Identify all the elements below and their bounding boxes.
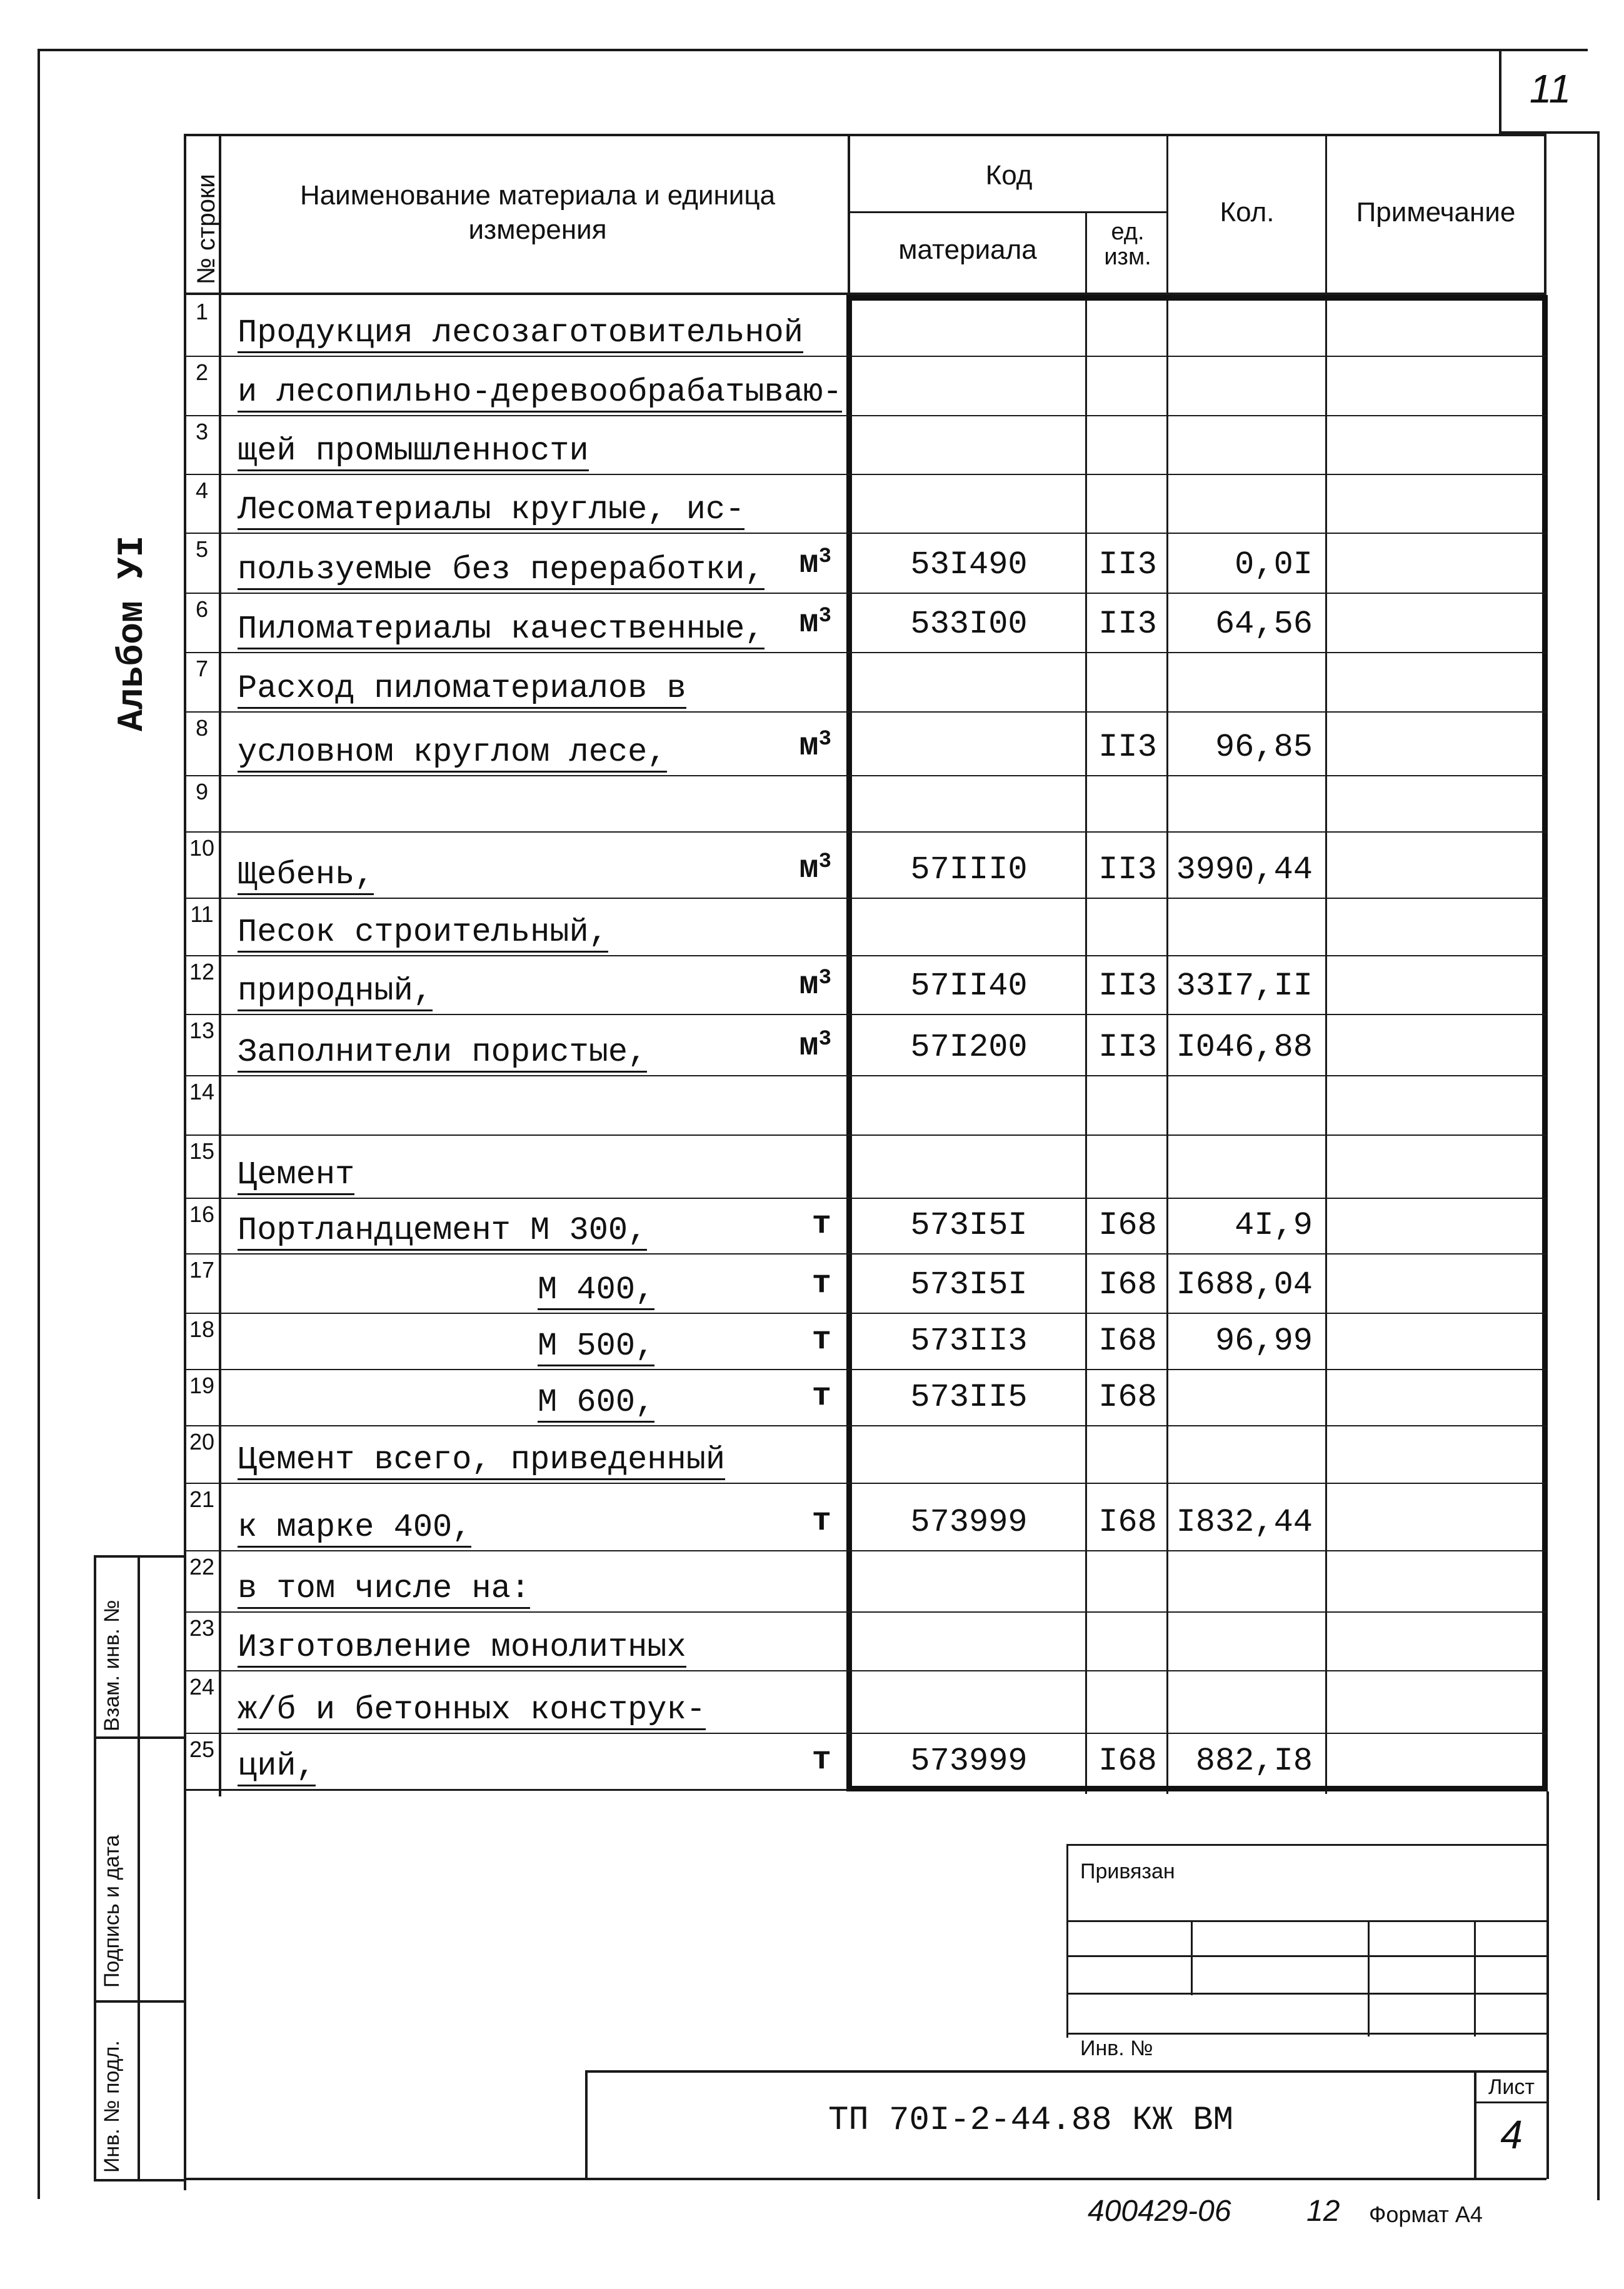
row-unit-symbol: м xyxy=(799,966,819,1003)
row-name-text: условном круглом лесе, xyxy=(238,734,667,773)
row-name xyxy=(238,1629,825,1666)
row-unit-symbol: м xyxy=(799,545,819,582)
row-unit xyxy=(799,545,831,582)
row-name-text: пользуемые без переработки, xyxy=(238,551,764,590)
table-right xyxy=(1544,134,1546,295)
row-unit xyxy=(799,850,831,887)
row-name-text: Пиломатериалы качественные, xyxy=(238,611,764,649)
row-number: 7 xyxy=(195,656,209,681)
page-number-box-left xyxy=(1499,51,1501,133)
row-number: 14 xyxy=(189,1079,215,1104)
row-code: 57I200 xyxy=(910,1029,1028,1066)
album-label: Альбом УI xyxy=(113,535,153,731)
doc-code: ТП 70I-2-44.88 КЖ ВМ xyxy=(828,2101,1234,2140)
table-row xyxy=(0,711,1624,775)
header-name: Наименование материала и единица измерения xyxy=(299,180,776,245)
row-unit xyxy=(799,1028,831,1064)
row-name xyxy=(538,1321,831,1365)
unit-exponent: 3 xyxy=(818,850,831,874)
row-name-text: М 600, xyxy=(538,1384,654,1423)
frame-top xyxy=(38,49,1588,51)
row-number: 6 xyxy=(195,596,209,622)
row-number: 2 xyxy=(195,359,209,385)
table-row xyxy=(0,1253,1624,1313)
row-name-text: Изготовление монолитных xyxy=(238,1629,686,1668)
row-unit xyxy=(812,1503,831,1540)
row-number: 19 xyxy=(189,1373,215,1398)
row-qty: 0,0I xyxy=(1235,546,1313,583)
row-name xyxy=(238,491,825,528)
row-meas: I68 xyxy=(1098,1504,1157,1541)
row-number: 16 xyxy=(189,1201,215,1227)
row-number: 10 xyxy=(189,835,215,861)
row-name-text: Продукция лесозаготовительной xyxy=(238,314,803,353)
row-qty: 96,99 xyxy=(1215,1323,1313,1360)
header-quantity: Кол. xyxy=(1220,197,1275,228)
table-row xyxy=(0,1733,1624,1789)
row-name xyxy=(238,1028,831,1071)
stamp-sign: Подпись и дата xyxy=(100,1835,124,1988)
row-meas: I68 xyxy=(1098,1323,1157,1360)
body-bottom-thin xyxy=(184,1789,849,1791)
table-row xyxy=(0,1075,1624,1134)
row-unit-symbol: м xyxy=(799,728,819,764)
row-name-text: М 400, xyxy=(538,1271,654,1310)
bottom-frame xyxy=(184,2178,1546,2180)
row-number: 1 xyxy=(195,299,209,324)
row-name-text: Цемент всего, приведенный xyxy=(238,1441,725,1480)
row-name xyxy=(238,374,843,411)
row-name xyxy=(538,1378,831,1421)
row-code: 573I5I xyxy=(910,1266,1028,1303)
row-number: 9 xyxy=(195,779,209,804)
page-number: 11 xyxy=(1529,66,1571,111)
row-name xyxy=(238,850,831,893)
header-note: Примечание xyxy=(1356,197,1516,228)
table-row xyxy=(0,533,1624,593)
doc-box-top xyxy=(586,2070,1549,2073)
row-qty: 3990,44 xyxy=(1176,851,1313,888)
stamp-top xyxy=(94,1555,186,1558)
row-meas: I68 xyxy=(1098,1743,1157,1780)
table-row xyxy=(0,295,1624,356)
row-number: 15 xyxy=(189,1138,215,1164)
row-qty: I688,04 xyxy=(1176,1266,1313,1303)
row-qty: 33I7,II xyxy=(1176,968,1313,1004)
row-number: 25 xyxy=(189,1736,215,1762)
unit-exponent: 3 xyxy=(818,1028,831,1051)
sheet-label: Лист xyxy=(1488,2075,1535,2099)
row-code: 573II3 xyxy=(910,1323,1028,1360)
row-unit-symbol: т xyxy=(811,1741,831,1778)
row-unit xyxy=(812,1265,831,1302)
row-qty: 4I,9 xyxy=(1235,1207,1313,1244)
header-code: Код xyxy=(985,160,1033,191)
tb-right xyxy=(1546,1791,1549,2179)
row-name xyxy=(238,1441,825,1478)
row-name-text: Заполнители пористые, xyxy=(238,1034,647,1073)
row-name xyxy=(238,728,831,771)
table-row xyxy=(0,955,1624,1014)
table-row xyxy=(0,1014,1624,1075)
row-number: 8 xyxy=(195,715,209,741)
row-unit xyxy=(812,1741,831,1778)
row-number: 3 xyxy=(195,419,209,444)
row-number: 20 xyxy=(189,1429,215,1455)
row-name xyxy=(238,670,825,707)
row-code: 573999 xyxy=(910,1743,1028,1780)
row-number: 11 xyxy=(190,901,214,927)
archive-number: 400429-06 xyxy=(1088,2195,1231,2228)
row-name-text: ж/б и бетонных конструк- xyxy=(238,1691,706,1730)
row-unit-symbol: т xyxy=(811,1206,831,1243)
row-name xyxy=(238,1570,825,1607)
row-meas: II3 xyxy=(1098,968,1157,1004)
row-name xyxy=(238,966,831,1009)
table-row xyxy=(0,415,1624,474)
header-row-number: № строки xyxy=(193,174,220,284)
tb-top xyxy=(1068,1844,1549,1846)
table-row xyxy=(0,474,1624,533)
row-number: 12 xyxy=(189,959,215,984)
table-row xyxy=(0,1611,1624,1670)
row-number: 4 xyxy=(195,478,209,503)
row-name-text: Щебень, xyxy=(238,856,374,895)
row-meas: II3 xyxy=(1098,1029,1157,1066)
row-name xyxy=(238,604,831,648)
row-name-text: М 500, xyxy=(538,1328,654,1366)
stamp-inv: Инв. № подл. xyxy=(100,2040,124,2173)
unit-exponent: 3 xyxy=(818,545,831,569)
row-code: 57II40 xyxy=(910,968,1028,1004)
row-unit xyxy=(799,966,831,1003)
row-name-text: к марке 400, xyxy=(238,1509,471,1548)
row-name-text: природный, xyxy=(238,973,433,1011)
row-name-text: Песок строительный, xyxy=(238,914,608,953)
row-number: 21 xyxy=(189,1486,215,1512)
row-meas: II3 xyxy=(1098,606,1157,643)
sheet-number: 4 xyxy=(1500,2112,1523,2157)
header-code-material: материала xyxy=(898,234,1037,265)
row-name-text: Портландцемент М 300, xyxy=(238,1212,647,1251)
row-meas: II3 xyxy=(1098,851,1157,888)
row-unit-symbol: м xyxy=(799,850,819,887)
row-name-text: Цемент xyxy=(238,1156,354,1195)
row-name-text: в том числе на: xyxy=(238,1570,530,1609)
tb-v1 xyxy=(1191,1920,1193,1995)
row-code: 57III0 xyxy=(910,851,1028,888)
footer-number: 12 xyxy=(1306,2195,1340,2228)
tb-v3 xyxy=(1474,1920,1476,2036)
table-row xyxy=(0,652,1624,711)
row-unit xyxy=(812,1321,831,1358)
tb-left xyxy=(1066,1844,1068,2038)
row-qty: 64,56 xyxy=(1215,606,1313,643)
table-row xyxy=(0,1369,1624,1425)
row-name-text: и лесопильно-деревообрабатываю- xyxy=(238,374,842,413)
row-qty: 882,I8 xyxy=(1195,1743,1313,1780)
row-unit-symbol: т xyxy=(811,1265,831,1302)
header-code-unit: ед. изм. xyxy=(1104,219,1151,270)
row-unit-symbol: м xyxy=(799,1028,819,1064)
stamp-divider xyxy=(138,1555,140,2180)
row-number: 24 xyxy=(189,1674,215,1700)
table-row xyxy=(0,356,1624,415)
table-row xyxy=(0,1670,1624,1733)
row-number: 18 xyxy=(189,1316,215,1342)
row-unit xyxy=(812,1206,831,1243)
table-row xyxy=(0,1198,1624,1253)
row-unit xyxy=(799,728,831,764)
row-name xyxy=(238,1156,825,1193)
stamp-outer-left xyxy=(94,1555,96,2180)
row-unit-symbol: т xyxy=(811,1503,831,1540)
row-name xyxy=(238,1503,831,1546)
unit-exponent: 3 xyxy=(818,604,831,628)
row-code: 573999 xyxy=(910,1504,1028,1541)
row-meas: I68 xyxy=(1098,1379,1157,1416)
row-name xyxy=(238,314,825,351)
row-meas: II3 xyxy=(1098,729,1157,766)
row-qty: I046,88 xyxy=(1176,1029,1313,1066)
row-name xyxy=(538,1265,831,1308)
row-name-text: щей промышленности xyxy=(238,433,589,471)
format-label: Формат А4 xyxy=(1369,2201,1483,2227)
row-qty: I832,44 xyxy=(1176,1504,1313,1541)
row-number: 13 xyxy=(189,1018,215,1043)
row-number: 22 xyxy=(189,1554,215,1580)
table-row xyxy=(0,1550,1624,1611)
row-unit xyxy=(799,604,831,641)
table-row xyxy=(0,1483,1624,1550)
table-top xyxy=(184,134,1546,136)
row-meas: I68 xyxy=(1098,1207,1157,1244)
unit-exponent: 3 xyxy=(818,728,831,751)
tb-v2 xyxy=(1368,1920,1370,2036)
tb-inv-no: Инв. № xyxy=(1080,2036,1153,2060)
row-unit-symbol: м xyxy=(799,604,819,641)
row-number: 23 xyxy=(189,1615,215,1641)
row-code: 573I5I xyxy=(910,1207,1028,1244)
stamp-sep-2 xyxy=(94,2000,186,2003)
row-name-text: Расход пиломатериалов в xyxy=(238,670,686,709)
unit-exponent: 3 xyxy=(818,966,831,990)
row-name xyxy=(238,433,825,469)
table-row xyxy=(0,1425,1624,1483)
row-code: 533I00 xyxy=(910,606,1028,643)
table-row xyxy=(0,1134,1624,1198)
sheet-box-mid xyxy=(1474,2101,1548,2103)
row-unit-symbol: т xyxy=(811,1378,831,1415)
row-qty: 96,85 xyxy=(1215,729,1313,766)
row-name xyxy=(238,545,831,588)
row-name-text: Лесоматериалы круглые, ис- xyxy=(238,491,744,530)
row-name xyxy=(238,914,825,951)
row-name-text: ций, xyxy=(238,1748,316,1786)
tb-privyazan: Привязан xyxy=(1080,1860,1175,1883)
stamp-sep-1 xyxy=(94,1736,186,1739)
row-unit xyxy=(812,1378,831,1415)
row-name xyxy=(238,1691,825,1728)
table-row xyxy=(0,1313,1624,1369)
table-row xyxy=(0,593,1624,652)
row-name xyxy=(238,1206,831,1249)
table-row xyxy=(0,775,1624,831)
row-meas: II3 xyxy=(1098,546,1157,583)
row-meas: I68 xyxy=(1098,1266,1157,1303)
row-number: 17 xyxy=(189,1257,215,1283)
table-row xyxy=(0,831,1624,898)
stamp-bottom xyxy=(94,2179,186,2181)
stamp-vzam: Взам. инв. № xyxy=(100,1600,124,1731)
row-number: 5 xyxy=(195,536,209,562)
row-unit-symbol: т xyxy=(811,1321,831,1358)
code-subheader-line xyxy=(848,211,1168,213)
row-name xyxy=(238,1741,831,1785)
row-code: 53I490 xyxy=(910,546,1028,583)
table-row xyxy=(0,898,1624,955)
row-code: 573II5 xyxy=(910,1379,1028,1416)
